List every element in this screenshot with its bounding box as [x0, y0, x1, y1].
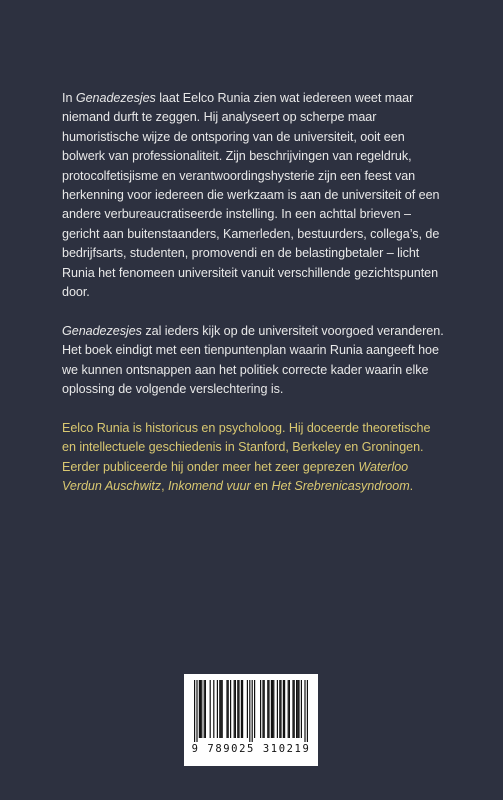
- barcode-bar: [249, 680, 250, 742]
- barcode-bar: [204, 680, 205, 738]
- isbn-number: 9 789025 310219: [191, 743, 311, 755]
- barcode-bar: [210, 680, 211, 738]
- barcode-bar: [268, 680, 269, 738]
- italic-title-text: Waterloo Verdun Auschwitz: [62, 459, 409, 494]
- barcode-bar: [213, 680, 214, 738]
- barcode-bar: [217, 680, 218, 738]
- paragraph-text: Eelco Runia is historicus en psycholoog. Hij doceerde theoretische en intellectuele geschiedenis in Stanford, Berkeley en Groningen. Eerder publiceerde hij onder meer het zeer geprezen: [62, 420, 431, 474]
- barcode-bar: [273, 680, 274, 738]
- barcode-bar: [199, 680, 200, 738]
- back-cover-blurb: [62, 89, 446, 516]
- barcode-bar: [252, 680, 253, 742]
- barcode-bar: [297, 680, 298, 738]
- barcode-bar: [280, 680, 281, 738]
- barcode-bar: [307, 680, 308, 742]
- barcode-bar: [196, 680, 197, 742]
- blurb-paragraph-2: [62, 322, 446, 400]
- barcode-bar: [283, 680, 284, 738]
- barcode-bar: [296, 680, 297, 738]
- barcode-bar: [304, 680, 305, 742]
- italic-title-text: Genadezesjes: [62, 323, 142, 338]
- blurb-paragraph-1: [62, 89, 446, 302]
- barcode-bar: [292, 680, 293, 738]
- barcode-bar: [289, 680, 290, 738]
- barcode-bars: [190, 680, 312, 742]
- barcode-bar: [194, 680, 195, 742]
- italic-title-text: Het Srebrenicasyndroom: [271, 479, 410, 494]
- barcode-bar: [279, 680, 280, 738]
- barcode-bar: [284, 680, 285, 738]
- barcode-bar: [294, 680, 295, 738]
- barcode-bar: [205, 680, 206, 738]
- barcode-bar: [242, 680, 243, 738]
- barcode-bar: [222, 680, 223, 738]
- barcode-bar: [200, 680, 201, 738]
- paragraph-text: en: [250, 479, 272, 494]
- paragraph-text: ,: [161, 479, 168, 494]
- italic-title-text: Genadezesjes: [75, 91, 156, 105]
- barcode-bar: [247, 680, 248, 738]
- barcode-bar: [219, 680, 220, 738]
- barcode-bar: [237, 680, 238, 738]
- barcode-bar: [260, 680, 261, 738]
- paragraph-text: In: [62, 91, 76, 105]
- paragraph-text: zal ieders kijk op de universiteit voorgoed veranderen. Het boek eindigt met een tienpuntenplan waarin Runia aangeeft hoe we kunnen ontsnappen aan het politiek correcte kader waarin elke oplossing de volgende verslechtering is.: [62, 323, 444, 397]
- barcode-bar: [267, 680, 268, 738]
- barcode-bar: [288, 680, 289, 738]
- barcode-bar: [226, 680, 227, 738]
- barcode-bar: [254, 680, 255, 738]
- barcode-bar: [234, 680, 235, 738]
- barcode-bar: [241, 680, 242, 738]
- paragraph-text: laat Eelco Runia zien wat iedereen weet maar niemand durft te zeggen. Hij analyseert op scherpe maar humoristische wijze de ontsporing van de universiteit, ooit een bolwerk van professionaliteit. Zijn beschrijvingen van regeldruk, protocolfetisjisme en verantwoordingshysterie zijn een feest van herkenning voor iedereen die werkzaam is aan de universiteit of een andere verbureaucratiseerde instelling. In een achttal brieven – gericht aan buitenstaanders, Kamerleden, bestuurders, collega’s, de bedrijfsarts, studenten, promovendi en de belastingbetaler – licht Runia het fenomeen universiteit vanuit verschillende gezichtspunten door.: [62, 91, 440, 300]
- barcode-bar: [272, 680, 273, 738]
- barcode-bar: [235, 680, 236, 738]
- barcode-bar: [298, 680, 299, 738]
- barcode-bar: [264, 680, 265, 738]
- barcode-bar: [201, 680, 202, 738]
- barcode-bar: [228, 680, 229, 738]
- barcode-bar: [238, 680, 239, 738]
- barcode-bar: [262, 680, 263, 738]
- author-bio: [62, 419, 446, 497]
- isbn-barcode: [184, 674, 318, 766]
- barcode-bar: [220, 680, 221, 738]
- paragraph-text: .: [409, 479, 414, 494]
- barcode-bar: [301, 680, 302, 738]
- barcode-bar: [271, 680, 272, 738]
- barcode-bar: [277, 680, 278, 738]
- italic-title-text: Inkomend vuur: [167, 479, 251, 494]
- barcode-bar: [230, 680, 231, 738]
